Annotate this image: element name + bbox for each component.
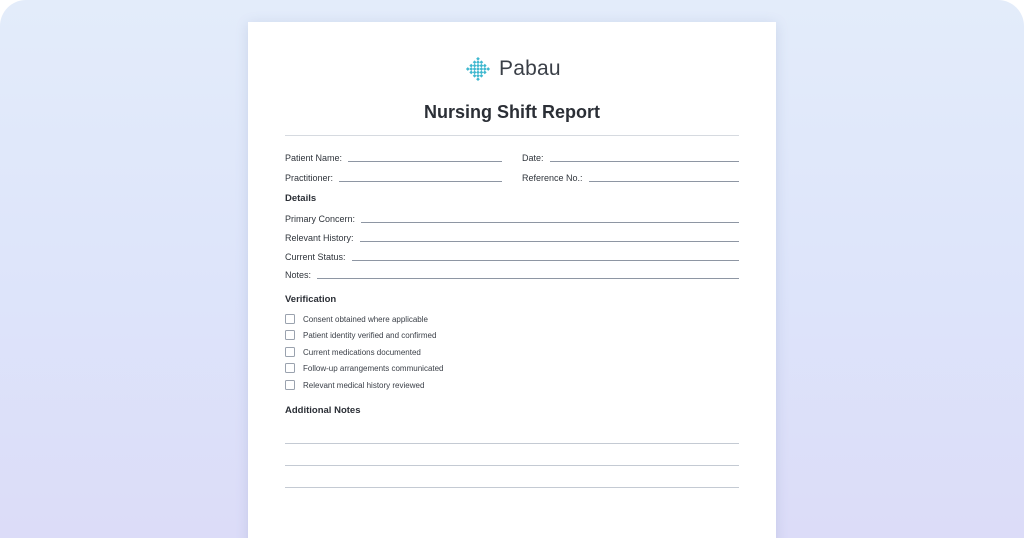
verification-checkbox[interactable] [285,380,295,390]
primary-concern-input-line[interactable] [361,222,739,223]
logo-dot [480,64,484,68]
logo-dot [469,67,473,71]
title-divider [285,135,739,136]
verification-checkbox[interactable] [285,347,295,357]
current-status-input-line[interactable] [352,260,739,261]
verification-item[interactable] [285,379,424,391]
logo-dot [476,71,480,75]
brand-name: Pabau [499,57,561,80]
logo-dot [469,71,473,75]
reference-no-label: Reference No.: [522,173,583,183]
logo-dot [476,67,480,71]
notes-input-line[interactable] [317,278,739,279]
logo-dot [483,67,487,71]
practitioner-field[interactable] [285,170,502,184]
form-title: Nursing Shift Report [424,102,600,122]
logo-dot [480,60,484,64]
patient-name-field[interactable] [285,150,502,164]
primary-concern-label: Primary Concern: [285,214,356,224]
diamond-grid-icon [464,56,492,82]
date-label: Date: [522,153,544,163]
logo-dot [473,71,477,75]
logo-dot [480,67,484,71]
additional-notes-line[interactable] [285,465,739,466]
logo-dot [473,67,477,71]
logo-dot [469,64,473,68]
verification-item-label: Relevant medical history reviewed [303,380,425,390]
logo-dot [473,60,477,64]
verification-checkbox[interactable] [285,363,295,373]
verification-checkbox[interactable] [285,314,295,324]
logo-dot [473,64,477,68]
verification-item[interactable] [285,346,421,358]
brand-logo [464,54,561,84]
verification-checkbox[interactable] [285,330,295,340]
patient-name-label: Patient Name: [285,153,343,163]
logo-dot [476,60,480,64]
logo-dot [476,57,480,61]
verification-heading: Verification [285,294,337,305]
notes-field[interactable] [285,267,739,281]
details-heading: Details [285,193,317,204]
primary-concern-field[interactable] [285,211,739,225]
relevant-history-label: Relevant History: [285,233,354,243]
verification-item-label: Follow-up arrangements communicated [303,363,444,373]
logo-dot [473,74,477,78]
logo-dot [476,77,480,81]
relevant-history-field[interactable] [285,230,739,244]
reference-no-field[interactable] [522,170,739,184]
verification-item[interactable] [285,329,436,341]
logo-dot [483,64,487,68]
additional-notes-heading: Additional Notes [285,405,361,416]
date-input-line[interactable] [550,161,739,162]
logo-dot [486,67,490,71]
logo-dot [480,71,484,75]
form-sheet [248,22,776,538]
logo-dot [466,67,470,71]
practitioner-input-line[interactable] [339,181,502,182]
logo-dot [476,64,480,68]
verification-item[interactable] [285,313,428,325]
additional-notes-line[interactable] [285,487,739,488]
logo-dot [476,74,480,78]
verification-item-label: Patient identity verified and confirmed [303,330,437,340]
patient-name-input-line[interactable] [348,161,502,162]
verification-item-label: Consent obtained where applicable [303,314,428,324]
reference-no-input-line[interactable] [589,181,739,182]
additional-notes-line[interactable] [285,443,739,444]
practitioner-label: Practitioner: [285,173,334,183]
logo-dot [483,71,487,75]
relevant-history-input-line[interactable] [360,241,739,242]
logo-dot [480,74,484,78]
current-status-field[interactable] [285,249,739,263]
verification-item-label: Current medications documented [303,347,421,357]
date-field[interactable] [522,150,739,164]
current-status-label: Current Status: [285,252,346,262]
verification-item[interactable] [285,362,444,374]
notes-label: Notes: [285,270,312,280]
